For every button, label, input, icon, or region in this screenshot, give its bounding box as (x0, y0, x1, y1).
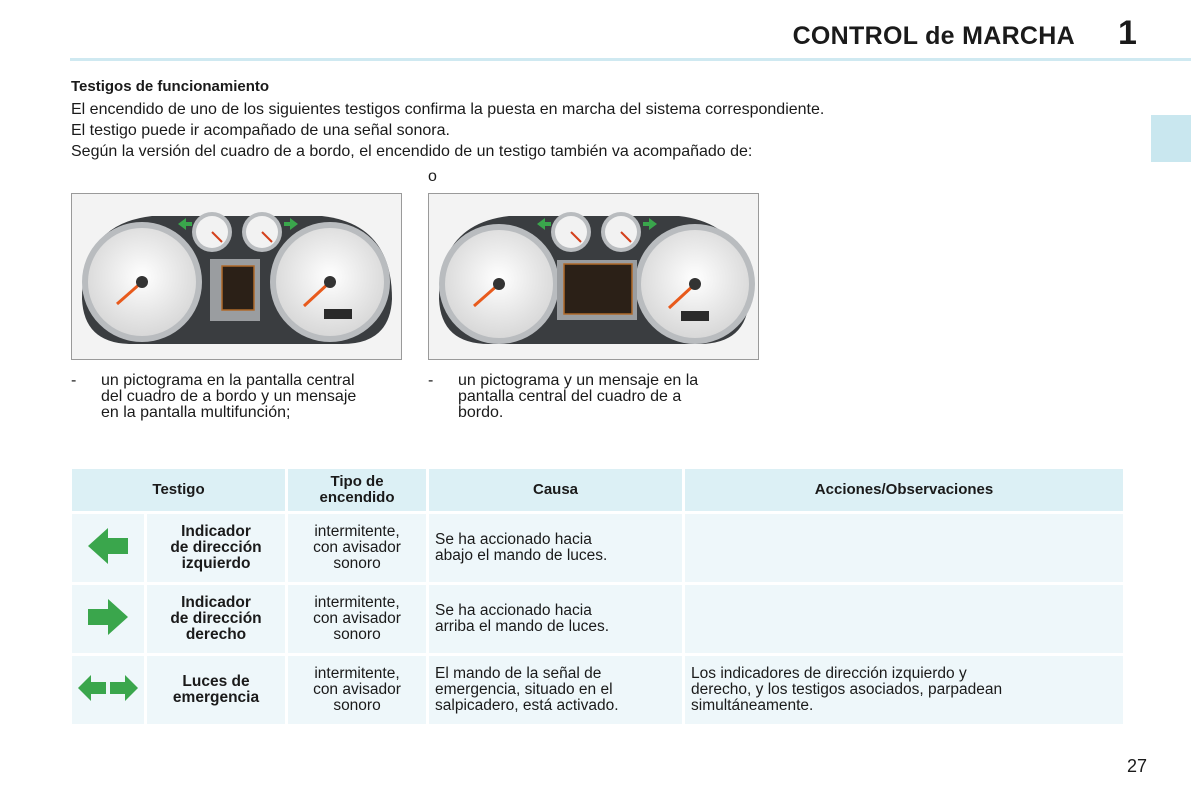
row-causa-line: salpicadero, está activado. (435, 697, 619, 714)
page-header-title: CONTROL de MARCHA (792, 22, 1075, 50)
row-name (147, 514, 285, 582)
row-name-line: emergencia (172, 689, 260, 706)
row-causa-line: emergencia, situado en el (435, 681, 613, 698)
row-acciones-line: Los indicadores de dirección izquierdo y (691, 665, 967, 682)
row-acciones-line: simultáneamente. (691, 697, 814, 714)
intro-line: El testigo puede ir acompañado de una señal sonora. (71, 122, 450, 139)
table-row (72, 514, 1123, 582)
left-arrow-icon (86, 526, 130, 566)
chapter-number: 1 (1118, 14, 1137, 52)
intro-line: El encendido de uno de los siguientes testigos confirma la puesta en marcha del sistema correspondiente. (71, 101, 825, 118)
warning-lights-table (69, 466, 1126, 727)
bullet-item (71, 373, 416, 423)
row-tipo-line: con avisador (313, 681, 401, 698)
bullet-dash: - (71, 372, 77, 389)
row-name-line: Luces de (182, 673, 250, 690)
row-tipo-line: intermitente, (314, 665, 400, 682)
table-row (72, 585, 1123, 653)
row-causa-line: arriba el mando de luces. (435, 618, 610, 635)
table-row (72, 656, 1123, 724)
row-tipo (288, 656, 426, 724)
row-causa-line: El mando de la señal de (435, 665, 602, 682)
row-causa-line: Se ha accionado hacia (435, 531, 592, 548)
row-acciones (685, 585, 1123, 653)
row-name-line: de dirección (170, 610, 262, 627)
chapter-side-tab (1151, 115, 1191, 162)
bullet-text-line: del cuadro de a bordo y un mensaje (101, 388, 357, 405)
header-tipo-line: encendido (319, 489, 395, 506)
bullet-text-line: bordo. (458, 404, 504, 421)
row-tipo-line: con avisador (313, 610, 401, 627)
row-name-line: derecho (185, 626, 247, 643)
header-acciones: Acciones/Observaciones (685, 469, 1123, 511)
header-tipo-line: Tipo de (330, 473, 384, 490)
bullet-text-line: en la pantalla multifunción; (101, 404, 291, 421)
row-icon-cell (72, 656, 144, 724)
row-causa-line: Se ha accionado hacia (435, 602, 592, 619)
row-tipo-line: intermitente, (314, 523, 400, 540)
row-tipo (288, 514, 426, 582)
header-causa: Causa (429, 469, 682, 511)
row-name-line: izquierdo (181, 555, 251, 572)
separator-or: o (428, 168, 437, 185)
row-tipo (288, 585, 426, 653)
header-tipo (288, 469, 426, 511)
row-name (147, 656, 285, 724)
row-tipo-line: sonoro (333, 626, 381, 643)
instrument-cluster-image-2 (428, 193, 759, 360)
bullet-dash: - (428, 372, 434, 389)
row-tipo-line: con avisador (313, 539, 401, 556)
bullet-text-line: un pictograma en la pantalla central (101, 372, 355, 389)
row-causa-line: abajo el mando de luces. (435, 547, 608, 564)
table-header-row (72, 469, 1123, 511)
header-testigo: Testigo (72, 469, 285, 511)
intro-line: Según la versión del cuadro de a bordo, el encendido de un testigo también va acompañado de: (71, 143, 753, 160)
right-arrow-icon (86, 597, 130, 637)
bullet-text-line: un pictograma y un mensaje en la (458, 372, 699, 389)
instrument-cluster-image-1 (71, 193, 402, 360)
row-acciones (685, 514, 1123, 582)
row-name (147, 585, 285, 653)
row-causa (429, 585, 682, 653)
instrument-cluster-illustration (429, 194, 760, 361)
page-number: 27 (1127, 756, 1148, 776)
row-name-line: Indicador (181, 594, 251, 611)
instrument-cluster-illustration (72, 194, 403, 361)
row-tipo-line: intermitente, (314, 594, 400, 611)
hazard-arrows-icon (77, 673, 139, 703)
row-name-line: de dirección (170, 539, 262, 556)
row-name-line: Indicador (181, 523, 251, 540)
row-tipo-line: sonoro (333, 697, 381, 714)
row-tipo-line: sonoro (333, 555, 381, 572)
row-icon-cell (72, 585, 144, 653)
row-causa (429, 656, 682, 724)
header-divider (70, 58, 1191, 61)
row-causa (429, 514, 682, 582)
row-acciones (685, 656, 1123, 724)
row-icon-cell (72, 514, 144, 582)
section-title: Testigos de funcionamiento (71, 78, 270, 95)
bullet-text-line: pantalla central del cuadro de a (458, 388, 682, 405)
row-acciones-line: derecho, y los testigos asociados, parpadean (691, 681, 1003, 698)
bullet-item (428, 373, 758, 423)
